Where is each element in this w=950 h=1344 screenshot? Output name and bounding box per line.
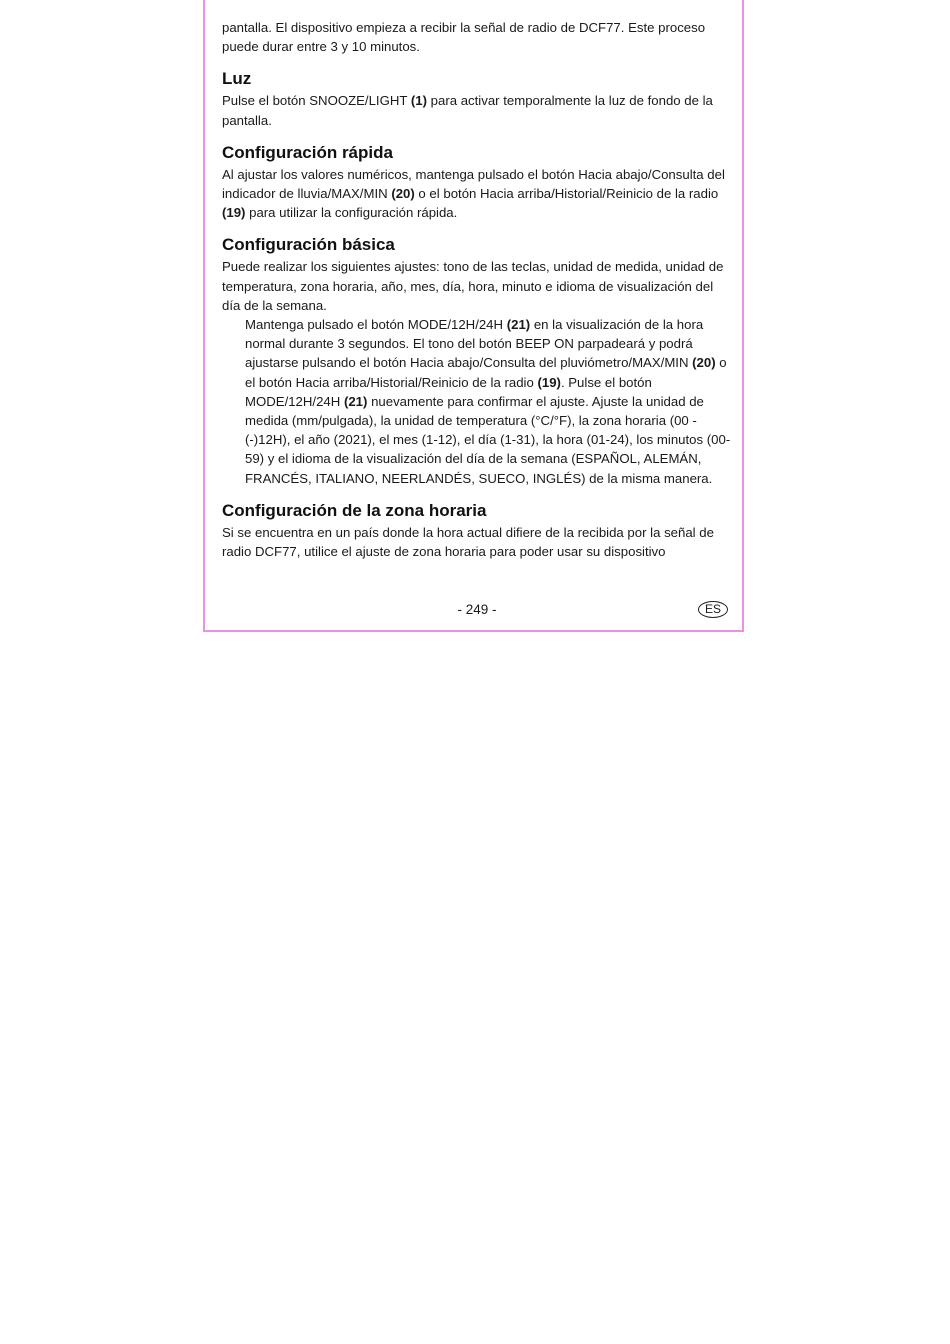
language-badge: ES — [698, 601, 728, 618]
heading-luz: Luz — [222, 69, 252, 89]
section-zona-horaria — [222, 501, 732, 561]
basica-intro-paragraph: Puede realizar los siguientes ajustes: tono de las teclas, unidad de medida, unidad de temperatura, zona horaria, año, mes, día, hora, minuto e idioma de visualización del día de la semana. — [222, 259, 724, 313]
page-number: - 249 - — [457, 602, 497, 617]
heading-configuracion-basica: Configuración básica — [222, 235, 395, 255]
heading-zona-horaria: Configuración de la zona horaria — [222, 500, 487, 520]
intro-paragraph: pantalla. El dispositivo empieza a recibir la señal de radio de DCF77. Este proceso puede durar entre 3 y 10 minutos. — [222, 20, 706, 55]
rapida-paragraph: Al ajustar los valores numéricos, mantenga pulsado el botón Hacia abajo/Consulta del indicador de lluvia/MAX/MIN (20) o el botón Hacia arriba/Historial/Reinicio de la radio (19) para utilizar la configuración rápida. — [222, 166, 725, 221]
heading-configuracion-rapida: Configuración rápida — [222, 142, 393, 162]
basica-step-paragraph: Mantenga pulsado el botón MODE/12H/24H (21) en la visualización de la hora normal durante 3 segundos. El tono del botón BEEP ON parpadeará y podrá ajustarse pulsando el botón Hacia abajo/Consulta del pluviómetro/MAX/MIN (20) o el botón Hacia arriba/Historial/Reinicio de la radio (19). Pulse el botón MODE/12H/24H (21) nuevamente para confirmar el ajuste. Ajuste la unidad de medida (mm/pulgada), la unidad de temperatura (°C/°F), la zona horaria (00 - (-)12H), el año (2021), el mes (1-12), el día (1-31), la hora (01-24), los minutos (00-59) y el idioma de la visualización del día de la semana (ESPAÑOL, ALEMÁN, FRANCÉS, ITALIANO, NEERLANDÉS, SUECO, INGLÉS) de la misma manera. — [245, 317, 731, 486]
page-footer — [222, 600, 732, 620]
section-configuracion-rapida — [222, 143, 732, 223]
section-configuracion-basica — [222, 235, 732, 487]
page-content — [222, 18, 732, 561]
luz-paragraph: Pulse el botón SNOOZE/LIGHT (1) para activar temporalmente la luz de fondo de la pantalla. — [222, 93, 713, 128]
zona-paragraph: Si se encuentra en un país donde la hora actual difiere de la recibida por la señal de radio DCF77, utilice el ajuste de zona horaria para poder usar su dispositivo — [222, 524, 714, 560]
section-luz — [222, 69, 732, 129]
